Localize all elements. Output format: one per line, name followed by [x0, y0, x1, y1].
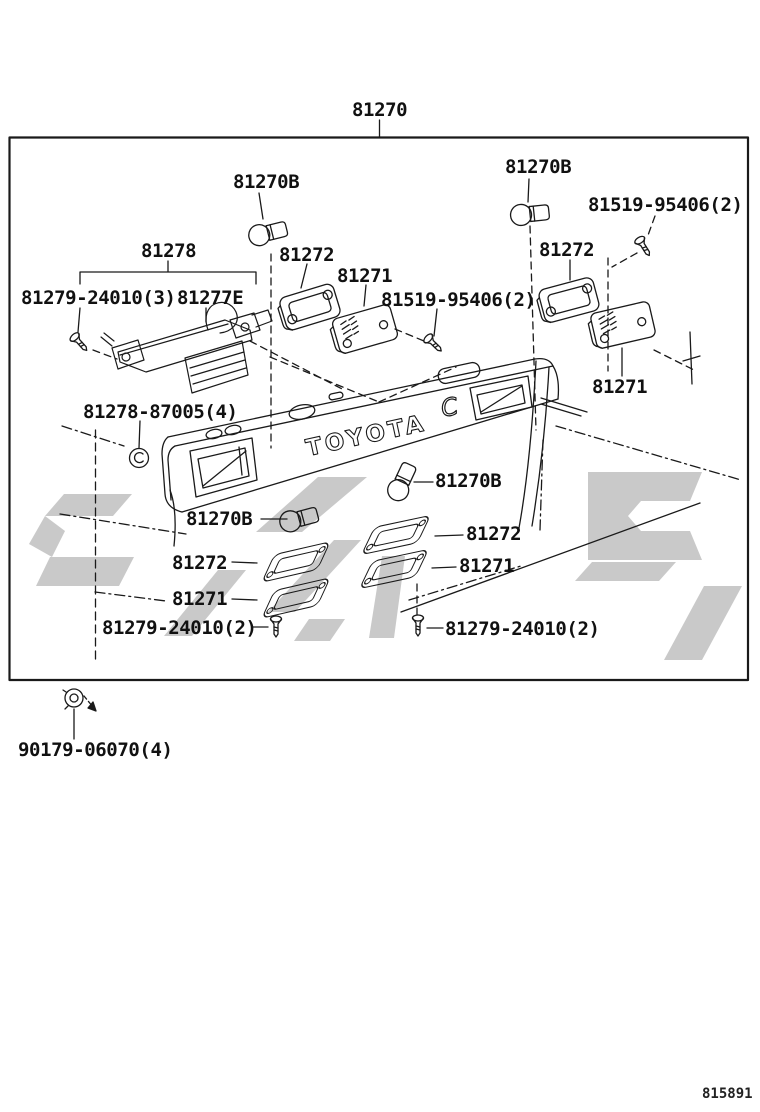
callout-81277E[interactable]: 81277E [177, 287, 244, 309]
callout-90179-06070-4[interactable]: 90179-06070(4) [18, 739, 173, 761]
callout-81278[interactable]: 81278 [141, 240, 197, 262]
callout-81278-87005-4[interactable]: 81278-87005(4) [83, 401, 238, 423]
callout-81271-right[interactable]: 81271 [592, 376, 648, 398]
lens-81271-drawing [262, 578, 330, 618]
screw-icon [413, 615, 424, 636]
callout-81272-lower-right[interactable]: 81272 [466, 523, 522, 545]
callout-81272-center[interactable]: 81272 [279, 244, 335, 266]
grommet-icon [130, 449, 149, 468]
garnish-emblem-text: C [438, 391, 461, 423]
screw-icon [634, 235, 654, 259]
lens-81271-drawing [328, 303, 399, 355]
figure-number: 815891 [702, 1086, 753, 1102]
callout-81279-24010-3[interactable]: 81279-24010(3) [21, 287, 176, 309]
callout-81271-center[interactable]: 81271 [337, 265, 393, 287]
lens-81271-drawing [586, 301, 656, 350]
callout-81279-24010-2-left[interactable]: 81279-24010(2) [102, 617, 257, 639]
lens-81271-drawing [360, 549, 429, 588]
screw-icon [271, 616, 282, 637]
screw-icon [69, 331, 91, 354]
callout-81519-95406-right[interactable]: 81519-95406(2) [588, 194, 743, 216]
bezel-81272-drawing [262, 542, 330, 582]
callout-81271-lower-right[interactable]: 81271 [459, 555, 515, 577]
callout-81270B-top-left[interactable]: 81270B [233, 171, 300, 193]
bezel-81272-drawing [275, 283, 341, 333]
callout-81271-lower-left[interactable]: 81271 [172, 588, 228, 610]
callout-81272-lower-left[interactable]: 81272 [172, 552, 228, 574]
callout-81270B-top-right[interactable]: 81270B [505, 156, 572, 178]
nut-icon [63, 689, 96, 711]
callout-81519-95406-center[interactable]: 81519-95406(2) [381, 289, 536, 311]
callout-81270B-mid-left[interactable]: 81270B [186, 508, 253, 530]
bulb-icon [510, 202, 550, 227]
leader-lines [74, 179, 622, 739]
bezel-81272-drawing [362, 515, 431, 554]
callout-81272-right[interactable]: 81272 [539, 239, 595, 261]
garnish-brand-text: TOYOTA [303, 410, 429, 462]
bracket-81278-drawing [101, 302, 272, 393]
callout-81270B-mid-right[interactable]: 81270B [435, 470, 502, 492]
callout-81279-24010-2-right[interactable]: 81279-24010(2) [445, 618, 600, 640]
page-title[interactable]: 81270 [352, 99, 408, 121]
